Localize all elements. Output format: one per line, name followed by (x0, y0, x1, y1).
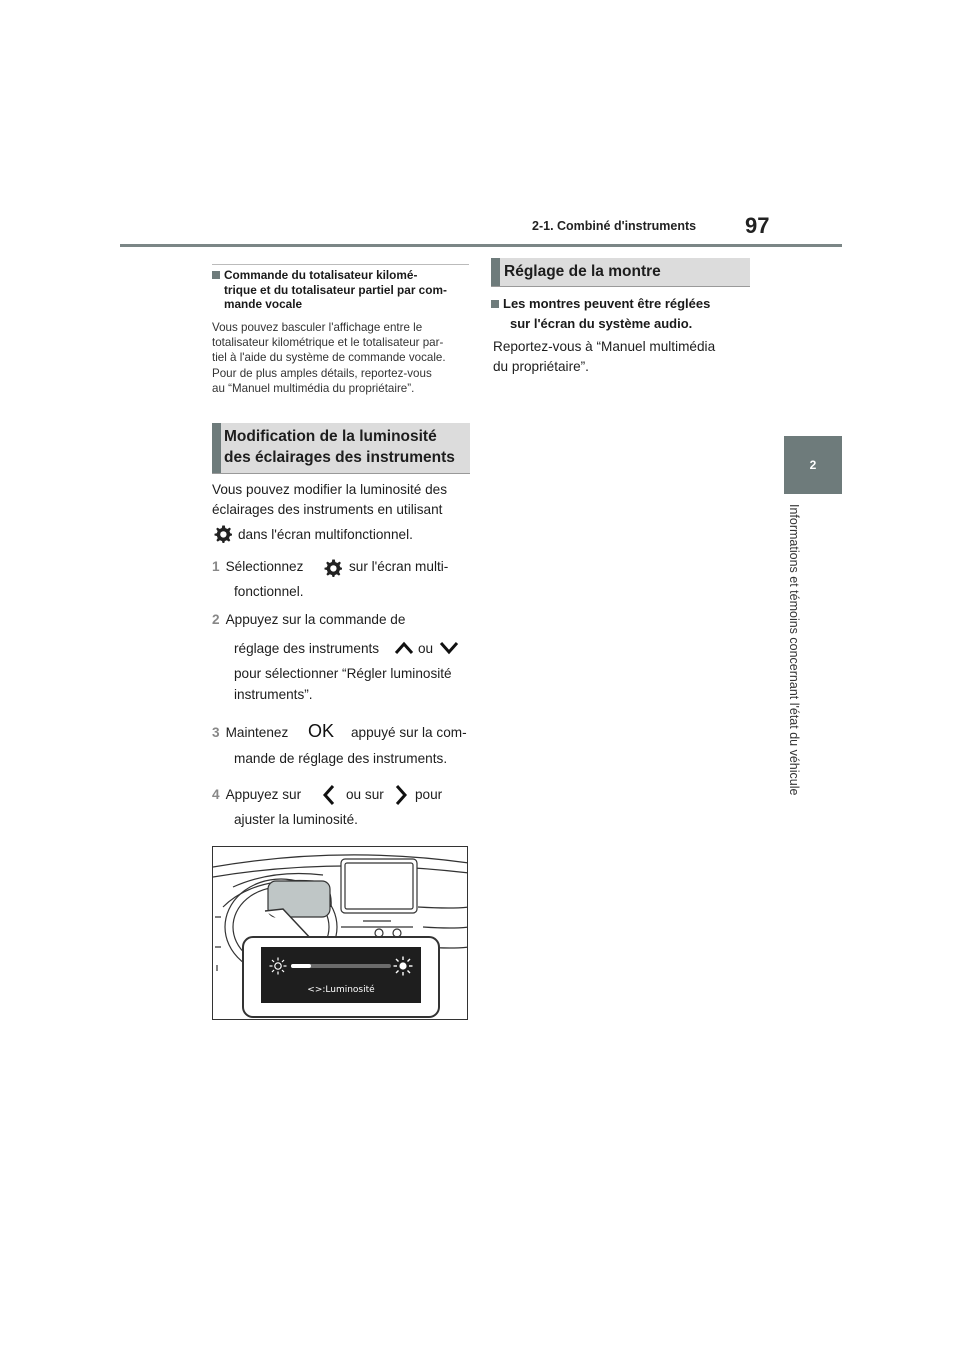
text-line: Pour de plus amples détails, reportez-vous (212, 366, 432, 380)
step-text: Maintenez (225, 725, 289, 740)
subheading-line: trique et du totalisateur partiel par com- (224, 282, 447, 297)
chevron-left-icon (322, 783, 336, 807)
clock-text (493, 337, 755, 377)
chapter-tab: 2 (784, 436, 842, 494)
gear-icon (213, 524, 233, 544)
step-text: ou sur (346, 787, 384, 802)
clock-bullet (491, 294, 753, 334)
dashboard-illustration (212, 846, 468, 1020)
step-text: Appuyez sur (225, 787, 302, 802)
chapter-side-label (779, 504, 809, 834)
step-4 (212, 787, 301, 802)
brightness-intro (212, 480, 474, 520)
text-line: tiel à l'aide du système de commande vocale. (212, 351, 446, 365)
text-line: au “Manuel multimédia du propriétaire”. (212, 381, 415, 395)
step-3 (212, 725, 288, 740)
header-rule (120, 244, 842, 247)
voice-command-subheading (212, 268, 470, 312)
text-line: Reportez-vous à “Manuel multimédia (493, 339, 716, 354)
text-line: Vous pouvez basculer l'affichage entre le (212, 321, 423, 334)
square-bullet-icon (491, 300, 499, 308)
step-text: pour sélectionner “Régler luminosité (234, 666, 452, 681)
step-text: appuyé sur la com- (351, 725, 467, 740)
text-line: totalisateur kilométrique et le totalisateur par- (212, 336, 444, 350)
chevron-down-icon (438, 640, 460, 656)
step-text: fonctionnel. (234, 584, 304, 599)
step-text: ajuster la luminosité. (234, 812, 358, 827)
heading-underline (212, 473, 470, 474)
step-text: mande de réglage des instruments. (234, 751, 448, 766)
step-text: sur l'écran multi- (349, 559, 449, 574)
brightness-bar-fill (291, 964, 311, 968)
heading-line: des éclairages des instruments (224, 449, 455, 466)
ok-button-label: OK (308, 721, 335, 741)
text-line: éclairages des instruments en utilisant (212, 502, 443, 517)
step-2 (212, 612, 405, 627)
step-text: Appuyez sur la commande de (225, 612, 406, 627)
step-number: 2 (212, 612, 220, 627)
square-bullet-icon (212, 271, 220, 279)
chapter-title: 2-1. Combiné d'instruments (532, 219, 697, 233)
heading-line: Modification de la luminosité (224, 428, 437, 445)
text-line: Vous pouvez modifier la luminosité des (212, 482, 447, 497)
brightness-bar (291, 964, 391, 968)
step-number: 4 (212, 787, 220, 802)
clock-section-heading: Réglage de la montre (491, 258, 750, 286)
bullet-line: Les montres peuvent être réglées (491, 294, 753, 314)
step-text: réglage des instruments (234, 641, 380, 656)
subheading-line: Commande du totalisateur kilomé- (212, 268, 470, 283)
heading-underline (491, 286, 750, 287)
voice-command-text (212, 320, 472, 396)
brightness-caption: <>:Luminosité (307, 985, 375, 995)
step-1 (212, 559, 303, 574)
page-number: 97 (745, 213, 770, 238)
chevron-up-icon (393, 640, 415, 656)
subheading-rule (212, 264, 469, 265)
step-number: 1 (212, 559, 220, 574)
chevron-right-icon (394, 783, 408, 807)
sun-icon (393, 956, 413, 976)
bullet-line: sur l'écran du système audio. (510, 316, 693, 331)
step-text: Sélectionnez (225, 559, 304, 574)
step-text: instruments”. (234, 687, 313, 702)
sun-icon (269, 957, 287, 975)
step-text: pour (415, 787, 443, 802)
subheading-line: mande vocale (224, 297, 303, 311)
text-line: du propriétaire”. (493, 359, 589, 374)
text-line: dans l'écran multifonctionnel. (238, 527, 413, 542)
chapter-side-label-text: Informations et témoins concernant l'état du véhicule (787, 504, 801, 796)
brightness-section-heading (212, 423, 470, 473)
step-number: 3 (212, 725, 220, 740)
step-text: ou (418, 641, 434, 656)
gear-icon (323, 558, 343, 578)
